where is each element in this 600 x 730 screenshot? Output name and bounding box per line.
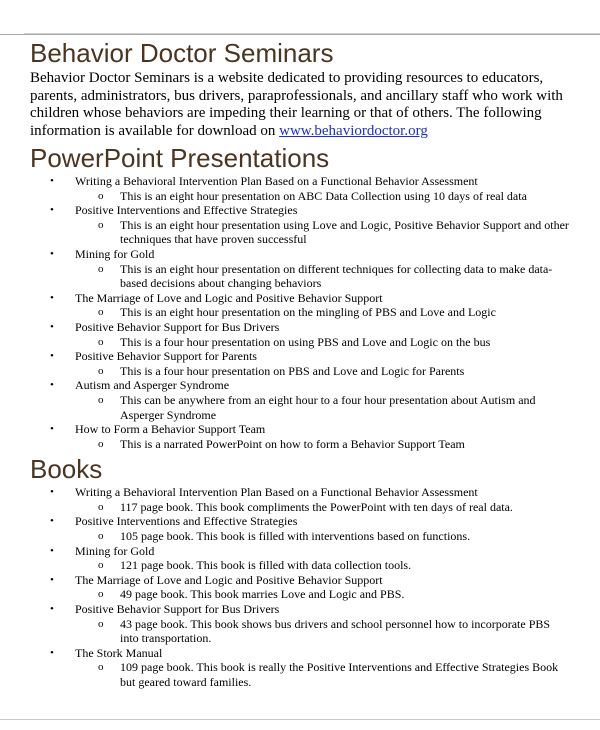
sub-list: [75, 335, 570, 350]
page-bottom-edge: [0, 719, 600, 730]
bullet-icon: •: [50, 247, 54, 260]
list-item: [30, 378, 570, 422]
list-item: [30, 602, 570, 646]
item-title: Writing a Behavioral Intervention Plan Based on a Functional Behavior Assessment: [75, 485, 478, 500]
section-list: [30, 485, 570, 689]
sub-list: [75, 305, 570, 320]
section-heading: PowerPoint Presentations: [30, 143, 330, 173]
circle-bullet-icon: o: [98, 559, 104, 572]
sub-list-item: [75, 587, 570, 602]
bullet-icon: •: [50, 175, 54, 187]
bullet-icon: •: [50, 204, 54, 217]
circle-bullet-icon: o: [98, 306, 104, 319]
sub-list-item: [75, 500, 570, 515]
circle-bullet-icon: o: [98, 617, 104, 630]
list-item: [30, 422, 570, 451]
sub-list-item: [75, 437, 570, 452]
item-description: 117 page book. This book compliments the PowerPoint with ten days of real data.: [120, 499, 513, 514]
page-title: Behavior Doctor Seminars: [30, 38, 334, 68]
circle-bullet-icon: o: [98, 189, 104, 202]
list-item: [30, 349, 570, 378]
circle-bullet-icon: o: [98, 364, 104, 377]
bullet-icon: •: [50, 486, 54, 499]
item-description: 43 page book. This book shows bus drivers and school personnel how to incorporate PBS into transportation.: [120, 616, 551, 646]
sub-list-item: [75, 558, 570, 573]
item-title: Positive Interventions and Effective Strategies: [75, 203, 298, 218]
sub-list-item: [75, 660, 570, 689]
circle-bullet-icon: o: [98, 218, 104, 231]
item-description: This is a four hour presentation on using PBS and Love and Logic on the bus: [120, 334, 491, 349]
circle-bullet-icon: o: [98, 437, 104, 450]
circle-bullet-icon: o: [98, 393, 104, 406]
document-content: [30, 38, 570, 690]
circle-bullet-icon: o: [98, 500, 104, 513]
intro-paragraph: [30, 70, 570, 140]
list-item: [30, 203, 570, 247]
item-title: The Stork Manual: [75, 645, 163, 660]
item-title: The Marriage of Love and Logic and Positive Behavior Support: [75, 290, 383, 305]
item-description: 121 page book. This book is filled with data collection tools.: [120, 558, 412, 573]
circle-bullet-icon: o: [98, 588, 104, 601]
item-title: Positive Behavior Support for Bus Drivers: [75, 319, 280, 334]
circle-bullet-icon: o: [98, 262, 104, 275]
bullet-icon: •: [50, 350, 54, 363]
section-list: [30, 174, 570, 451]
item-description: This can be anywhere from an eight hour to a four hour presentation about Autism and Asperger Syndrome: [120, 392, 536, 422]
bullet-icon: •: [50, 320, 54, 333]
item-description: 105 page book. This book is filled with interventions based on functions.: [120, 529, 471, 544]
item-title: The Marriage of Love and Logic and Positive Behavior Support: [75, 572, 383, 587]
sub-list: [75, 364, 570, 379]
sub-list: [75, 437, 570, 452]
section-heading: Books: [30, 454, 103, 485]
item-description: This is a narrated PowerPoint on how to form a Behavior Support Team: [120, 436, 465, 451]
sub-list-item: [75, 529, 570, 544]
bullet-icon: •: [50, 291, 54, 304]
item-title: Positive Behavior Support for Bus Drivers: [75, 602, 280, 617]
list-item: [30, 320, 570, 349]
bullet-icon: •: [50, 573, 54, 586]
item-title: Writing a Behavioral Intervention Plan Based on a Functional Behavior Assessment: [75, 174, 478, 188]
item-title: Autism and Asperger Syndrome: [75, 378, 230, 393]
item-description: This is a four hour presentation on PBS and Love and Logic for Parents: [120, 363, 465, 378]
item-title: Mining for Gold: [75, 246, 155, 261]
circle-bullet-icon: o: [98, 661, 104, 674]
bullet-icon: •: [50, 544, 54, 557]
sub-list-item: [75, 305, 570, 320]
website-link[interactable]: www.behaviordoctor.org: [279, 122, 428, 139]
sub-list-item: [75, 617, 570, 646]
sub-list: [75, 393, 570, 422]
list-item: [30, 646, 570, 690]
sub-list: [75, 558, 570, 573]
sub-list-item: [75, 218, 570, 247]
item-description: 109 page book. This book is really the Positive Interventions and Effective Strategies Book but geared toward families.: [120, 660, 559, 689]
item-description: This is an eight hour presentation on ABC Data Collection using 10 days of real data: [120, 188, 527, 203]
list-item: [30, 485, 570, 514]
list-item: [30, 573, 570, 602]
item-title: Positive Interventions and Effective Strategies: [75, 514, 298, 529]
bullet-icon: •: [50, 423, 54, 436]
list-item: [30, 174, 570, 203]
sub-list-item: [75, 262, 570, 291]
circle-bullet-icon: o: [98, 335, 104, 348]
item-description: This is an eight hour presentation using Love and Logic, Positive Behavior Support and other techniques that have proven successful: [120, 217, 569, 247]
sub-list: [75, 218, 570, 247]
list-item: [30, 544, 570, 573]
sub-list-item: [75, 189, 570, 204]
sub-list: [75, 587, 570, 602]
sub-list: [75, 660, 570, 689]
list-item: [30, 291, 570, 320]
circle-bullet-icon: o: [98, 530, 104, 543]
item-title: Positive Behavior Support for Parents: [75, 349, 257, 364]
bullet-icon: •: [50, 379, 54, 392]
sub-list: [75, 262, 570, 291]
bullet-icon: •: [50, 603, 54, 616]
bullet-icon: •: [50, 515, 54, 528]
sub-list-item: [75, 335, 570, 350]
sub-list: [75, 529, 570, 544]
list-item: [30, 247, 570, 291]
bullet-icon: •: [50, 646, 54, 659]
item-title: Mining for Gold: [75, 543, 155, 558]
sub-list-item: [75, 393, 570, 422]
sub-list: [75, 500, 570, 515]
list-item: [30, 514, 570, 543]
sections-container: [30, 144, 570, 690]
item-description: 49 page book. This book marries Love and Logic and PBS.: [120, 587, 405, 602]
sub-list-item: [75, 364, 570, 379]
intro-text: Behavior Doctor Seminars is a website dedicated to providing resources to educators, parents, administrators, bus drivers, paraprofessionals, and ancillary staff who work with children whose behaviors are impeding their learning or that of others. The following information is available for download on: [30, 70, 563, 139]
item-description: This is an eight hour presentation on the mingling of PBS and Love and Logic: [120, 305, 496, 320]
item-title: How to Form a Behavior Support Team: [75, 422, 266, 437]
item-description: This is an eight hour presentation on different techniques for collecting data to make data-based decisions about changing behaviors: [120, 261, 553, 291]
page-top-edge: [0, 0, 600, 35]
sub-list: [75, 617, 570, 646]
sub-list: [75, 189, 570, 204]
